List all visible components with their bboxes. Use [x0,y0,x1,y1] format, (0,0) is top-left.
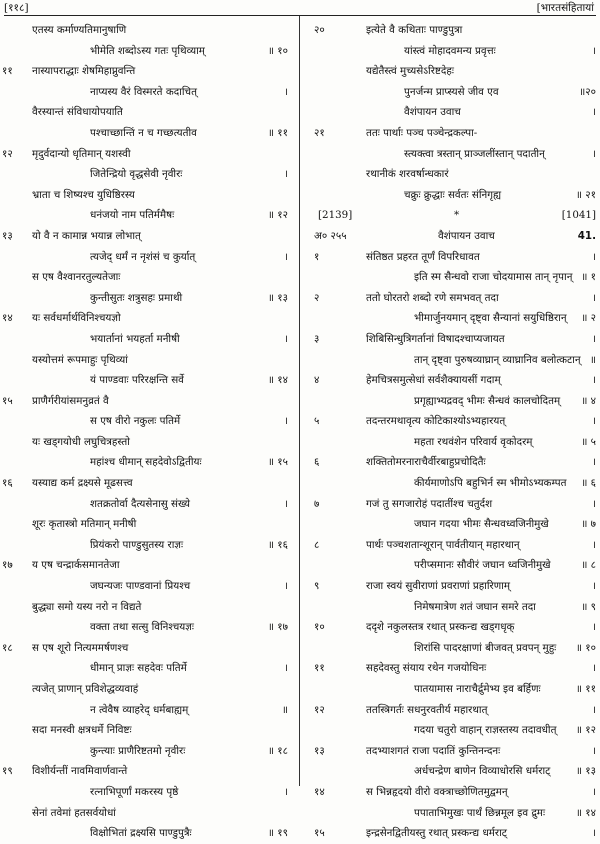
verse-line-number: १५ [2,394,13,407]
verse-text: भीमेति शब्दोऽस्य गतः पृथिव्याम् [90,44,205,57]
verse-text: पपाताभिमुखः पार्थं छिन्नमूल इव द्रुमः [414,806,546,819]
verse-line [0,658,294,679]
verse-text: चक्रुः क्रुद्धाः सर्वतः संनिगृह्य [404,188,502,201]
verse-line-number: १२ [314,703,325,716]
verse-line-number: १३ [2,229,13,242]
verse-end-marker: । [592,291,596,304]
verse-line-number: १७ [2,559,13,572]
verse-text: हेमचित्रसमुत्सेधां सर्वशैक्यायसीं गदाम् [366,374,501,387]
verse-line [304,41,600,62]
verse-line [304,350,600,371]
verse-line [304,555,600,576]
verse-line [304,164,600,185]
verse-text: सदा मनस्वी क्षत्रधर्मे निविष्टः [32,724,132,737]
verse-line [0,741,294,762]
verse-end-marker: । [592,106,596,119]
verse-line [304,370,600,391]
column-divider [299,16,300,786]
verse-line-number: ७ [314,497,320,510]
verse-line [0,514,294,535]
verse-line [304,617,600,638]
verse-text: त्यजेत् प्राणान् प्रविशेद्धव्यवाहं [32,683,139,695]
verse-text: शतक्रतोर्वा दैत्यसेनासु संख्ये [90,497,190,510]
verse-line [0,617,294,638]
verse-line [304,700,600,721]
verse-line [0,288,294,309]
verse-line [0,329,294,350]
verse-line [0,473,294,494]
verse-line [304,329,600,350]
chapter-label: अ० २५५ [314,229,347,242]
verse-text: धीमान् प्राज्ञः सहदेवः पतिर्मे [90,662,187,675]
verse-text: महता रथवंशेन परिवार्य वृकोदरम् [414,435,533,448]
verse-line [0,432,294,453]
book-title: [भारतसंहितायां [536,2,594,14]
verse-line [0,61,294,82]
verse-line [304,82,600,103]
verse-line [0,782,294,803]
verse-text: यस्योत्तमं रूपमाहुः पृथिव्यां [32,353,128,366]
verse-line [0,20,294,41]
verse-end-marker: । [592,580,596,593]
verse-line [0,41,294,62]
verse-text: निमेषमात्रेण शतं जघान समरे तदा [414,600,536,613]
header-rule [4,15,596,16]
verse-line [304,123,600,144]
verse-text: स्त्यक्त्वा त्रस्तान् प्राञ्जलींस्तान् पदातीन् [404,147,545,160]
verse-text: भ्राता च शिष्यश्च युधिष्ठिरस्य [32,188,135,201]
verse-text: शूरः कृतास्त्रो मतिमान् मनीषी [32,518,137,531]
verse-end-marker: । [592,744,596,757]
verse-line [304,20,600,41]
verse-end-marker: । [592,497,596,510]
verse-end-marker: । [592,827,596,840]
verse-text: गजं तु सगजारोहं पदातींश्च चतुर्दश [366,497,493,510]
verse-line [0,226,294,247]
verse-text: कुन्त्याः प्राणैरिष्टतमो नृवीरः [90,744,186,757]
verse-line-number: १२ [2,147,13,160]
verse-end-marker: । [592,538,596,551]
verse-line [304,741,600,762]
verse-line [304,185,600,206]
verse-line [0,164,294,185]
verse-end-marker: ॥ १९ [267,827,288,840]
verse-end-marker: । [284,662,288,675]
verse-text: इति स्म सैन्धवो राजा चोदयामास तान् नृपान् [414,271,573,284]
verse-text: स भिन्नहृदयो वीरो वक्त्राच्छोणितमुद्वमन् [366,785,508,798]
verse-end-marker: ॥ ८ [581,559,596,572]
verse-text: य एष चन्द्रार्कसमानतेजा [32,559,120,572]
verse-line [304,576,600,597]
verse-end-marker: । [592,785,596,798]
verse-text: प्राणैर्गरीयांसमनुव्रतं वै [32,394,109,407]
verse-line [304,803,600,824]
verse-line [304,638,600,659]
verse-text: धनंजयो नाम पतिर्ममैषः [90,209,175,222]
verse-text: भीमार्जुनयमान् दृष्ट्वा सैन्यानां सयुधिष्ठिरान् [414,312,567,325]
verse-line [304,761,600,782]
verse-line [304,782,600,803]
verse-end-marker: ॥ १२ [267,209,288,222]
verse-line [0,452,294,473]
verse-end-marker: ॥ १३ [575,765,596,778]
verse-end-marker: । [592,332,596,345]
verse-text: यं पाण्डवाः परिरक्षन्ति सर्वे [90,374,184,387]
reference-right: [1041] [561,209,596,222]
verse-line [304,247,600,268]
verse-text: महांश्च धीमान् सहदेवोऽद्वितीयः [90,456,202,469]
verse-text: इत्येते वै कथिताः पाण्डुपुत्रा [366,24,463,36]
verse-end-marker: ॥ १ [581,271,596,284]
verse-text: ततो घोरतरो शब्दो रणे समभवत् तदा [366,291,499,304]
verse-line [0,267,294,288]
verse-text: वैशंपायन उवाच [404,106,461,119]
verse-end-marker: ॥ १३ [267,291,288,304]
verse-line [304,308,600,329]
verse-end-marker: ॥ १२ [575,724,596,737]
verse-line [304,102,600,123]
verse-end-marker: । [592,415,596,428]
verse-text: मृदुर्वदान्यो धृतिमान् यशस्वी [32,147,131,160]
verse-line-number: १३ [314,744,325,757]
verse-line-number: २१ [314,126,325,139]
verse-end-marker: ॥ २ [581,312,596,325]
chapter-heading [304,226,600,247]
verse-line [0,82,294,103]
verse-line [304,391,600,412]
verse-text: तान् दृष्ट्वा पुरुषव्याघ्रान् व्याघ्रानिव बलोत्कटान् [414,353,581,366]
verse-text: रथानीकं शरवर्षान्धकारं [366,168,449,181]
verse-line-number: १४ [314,785,325,798]
verse-text: परीप्समानः सौवीरं जघान ध्वजिनीमुखे [414,559,551,572]
verse-line [304,720,600,741]
verse-text: पातयामास नाराचैर्द्रुमेभ्य इव बर्हिणः [414,683,541,695]
verse-text: सेनां तवेमां हतसर्वयोधां [32,806,116,819]
verse-line [304,597,600,618]
verse-text: ददृशे नकुलस्तत्र रथात् प्रस्कन्द्य खड्गधृक् [366,621,515,634]
verse-line [304,679,600,700]
verse-line [0,720,294,741]
verse-line [304,658,600,679]
verse-text: न त्वेवैष व्याहरेद् धर्मबाह्यम् [90,703,189,716]
verse-end-marker: ॥२० [579,85,596,98]
page-number: [११८] [4,2,29,14]
verse-end-marker: । [284,580,288,593]
verse-line [0,247,294,268]
verse-end-marker: । [284,85,288,98]
verse-line [304,473,600,494]
verse-line [304,61,600,82]
verse-end-marker: ॥ १६ [267,538,288,551]
verse-line-number: १० [314,621,325,634]
verse-text: संतिष्ठत प्रहरत तूर्णं विपरिधावत [366,250,480,263]
verse-text: कुन्तीसुतः शत्रुसहः प्रमाथी [90,291,183,304]
verse-text: यांस्त्वं मोहादवमन्य प्रवृत्तः [404,44,496,57]
verse-end-marker: ॥ ४ [581,394,596,407]
verse-line [0,123,294,144]
verse-end-marker: । [592,250,596,263]
verse-line-number: ८ [314,538,320,551]
verse-line-number: १९ [2,765,13,778]
verse-line [0,535,294,556]
verse-text: शिरांसि पादरक्षाणां बीजवत् प्रवपन् मुहुः [414,641,557,654]
verse-line [0,761,294,782]
verse-text: पुनर्जन्म प्राप्स्यसे जीव एव [404,85,499,98]
verse-text: गदया चतुरो वाहान् राज्ञस्तस्य तदावधीत् [414,724,557,737]
verse-line [0,411,294,432]
verse-line [0,205,294,226]
reference-star: * [454,209,460,222]
verse-line [0,803,294,824]
verse-text: जितेन्द्रियो वृद्धसेवी नृवीरः [90,168,183,181]
reference-left: [2139] [318,209,353,222]
verse-end-marker: । [284,168,288,181]
verse-text: जघान गदया भीमः सैन्धवध्वजिनीमुखे [414,518,549,531]
verse-end-marker: ॥ ७ [581,518,596,531]
verse-text: शिबिसिन्धुत्रिगर्तानां विषादश्चाप्यजायत [366,332,505,345]
verse-text: प्रियंकरो पाण्डुसुतस्य राज्ञः [90,538,184,551]
verse-line [0,823,294,844]
verse-end-marker: । [592,456,596,469]
verse-end-marker: । [284,785,288,798]
verse-line-number: ६ [314,456,320,469]
verse-line [0,391,294,412]
verse-line [0,679,294,700]
verse-text: पश्चाच्छान्तिं न च गच्छत्यतीव [90,126,197,139]
verse-text: तदन्तरमथावृत्य कोटिकाश्योऽभ्यहारयत् [366,415,506,428]
verse-end-marker: । [592,44,596,57]
verse-text: तदभ्याशगतं राजा पदातिं कुन्तिनन्दनः [366,744,501,757]
verse-line [0,350,294,371]
verse-end-marker: ॥ १४ [267,374,288,387]
verse-line [0,144,294,165]
verse-text: स एष वैश्वानरतुल्यतेजाः [32,271,121,284]
verse-line [304,452,600,473]
verse-end-marker: । [592,662,596,675]
verse-text: कीर्यमाणोऽपि बहुभिर्न स्म भीमोऽभ्यकम्पत [414,477,567,490]
right-column [304,20,600,844]
verse-end-marker: । [284,415,288,428]
verse-line [304,494,600,515]
verse-line [0,700,294,721]
verse-end-marker: ॥ १० [575,641,596,654]
verse-text: रत्नाभिपूर्णां मकरस्य पृष्ठे [90,785,179,798]
verse-text: ततः पार्थाः पञ्च पञ्चेन्द्रकल्पा- [366,126,478,139]
reference-line [304,205,600,226]
verse-line [304,288,600,309]
verse-text: यद्येतैस्त्वं मुच्यसेऽरिष्टदेहः [366,65,454,78]
verse-line [0,102,294,123]
verse-end-marker: ॥ १० [267,44,288,57]
verse-text: यस्याद्य कर्म द्रक्ष्यसे मूढसत्त्व [32,477,133,490]
verse-end-marker: । [284,332,288,345]
verse-end-marker: ॥ ५ [581,435,596,448]
page-header [0,0,600,14]
verse-line [0,370,294,391]
verse-line-number: ३ [314,332,320,345]
verse-text: यः सर्वधर्मार्थविनिश्चयज्ञो [32,312,121,325]
verse-text: एतस्य कर्माण्यतिमानुषाणि [32,24,127,36]
verse-text: प्रगृह्याभ्यद्रवद् भीमः सैन्धवं कालचोदितम् [414,394,561,407]
verse-text: नास्यापराद्धाः शेषमिहाप्नुवन्ति [32,65,136,78]
verse-end-marker: । [592,374,596,387]
chapter-number: 41. [577,229,596,242]
verse-end-marker: ॥ ६ [581,477,596,490]
verse-text: विक्षोभितां द्रक्ष्यसि पाण्डुपुत्रैः [90,827,192,840]
verse-end-marker: ॥ १७ [267,621,288,634]
chapter-speaker: वैशंपायन उवाच [438,229,495,242]
verse-text: वैरस्यान्तं संविधायोपयाति [32,106,123,119]
verse-text: यः खड्गयोधी लघुचित्रहस्तो [32,435,130,448]
verse-line-number: ४ [314,374,320,387]
verse-end-marker: । [592,703,596,716]
verse-line-number: १८ [2,641,13,654]
verse-end-marker: ॥ ९ [581,600,596,613]
verse-text: नाप्यस्य वैरं विस्मरते कदाचित् [90,85,197,98]
verse-text: पार्थः पञ्चशतान्शूरान् पार्वतीयान् महारथान् [366,538,520,551]
verse-line-number: १५ [314,827,325,840]
verse-line-number: ९ [314,580,320,593]
verse-end-marker: ॥ १५ [267,456,288,469]
verse-line-number: ११ [314,662,325,675]
verse-line [304,823,600,844]
left-column [0,20,294,844]
verse-text: राजा स्वयं सुवीराणां प्रवराणां प्रहारिणाम् [366,580,511,593]
verse-line-number: १ [314,250,320,263]
verse-text: स एष वीरो नकुलः पतिर्मे [90,415,181,428]
verse-line [0,638,294,659]
verse-line [0,494,294,515]
verse-line-number: २० [314,24,325,36]
verse-end-marker: ॥ १४ [575,806,596,819]
verse-text: बुद्ध्या समो यस्य नरो न विद्यते [32,600,142,613]
verse-text: सहदेवस्तु संयाय रथेन गजयोधिनः [366,662,487,675]
verse-text: स एष शूरो नित्यममर्षणश्च [32,641,129,654]
verse-line [0,597,294,618]
verse-line [304,535,600,556]
verse-line [0,308,294,329]
verse-line [304,144,600,165]
verse-line-number: १४ [2,312,13,325]
verse-line-number: २ [314,291,320,304]
verse-text: त्यजेद् धर्मं न नृशंसं च कुर्यात् [90,250,196,263]
verse-text: जघन्यजः पाण्डवानां प्रियश्च [90,580,191,593]
verse-line [304,514,600,535]
verse-text: इन्द्रसेनद्वितीयस्तु रथात् प्रस्कन्द्य धर्मराट् [366,827,508,840]
verse-line-number: ५ [314,415,320,428]
verse-text: भयार्तानां भयहर्ता मनीषी [90,332,180,345]
verse-text: यो वै न कामान्न भयान्न लोभात् [32,229,141,242]
verse-end-marker: ॥ [589,353,596,366]
verse-end-marker: । [284,250,288,263]
verse-end-marker: ॥ २१ [575,188,596,201]
verse-text: शक्तितोमरनाराचैर्वीरबाहुप्रचोदितैः [366,456,486,469]
verse-text: वक्ता तथा सत्सु विनिश्चयज्ञः [90,621,194,634]
verse-line-number: ११ [2,65,13,78]
right-column-verses-bottom [304,247,600,844]
verse-end-marker: ॥ ११ [575,683,596,695]
verse-line [304,411,600,432]
verse-line [0,576,294,597]
verse-line [0,555,294,576]
verse-end-marker: ॥ १८ [267,744,288,757]
verse-line [304,432,600,453]
verse-end-marker: ॥ [281,703,288,716]
verse-line [0,185,294,206]
right-column-verses-top [304,20,600,205]
verse-line-number: १६ [2,477,13,490]
verse-end-marker: । [592,621,596,634]
verse-end-marker: । [592,147,596,160]
verse-end-marker: ॥ ११ [267,126,288,139]
verse-line [304,267,600,288]
verse-end-marker: । [284,497,288,510]
verse-text: विशीर्यन्तीं नावमिवार्णवान्ते [32,765,128,778]
verse-text: अर्धचन्द्रेण बाणेन विव्याधोरसि धर्मराट् [414,765,551,778]
verse-text: ततस्त्रिगर्तः सधनुरवतीर्य महारथात् [366,703,488,716]
